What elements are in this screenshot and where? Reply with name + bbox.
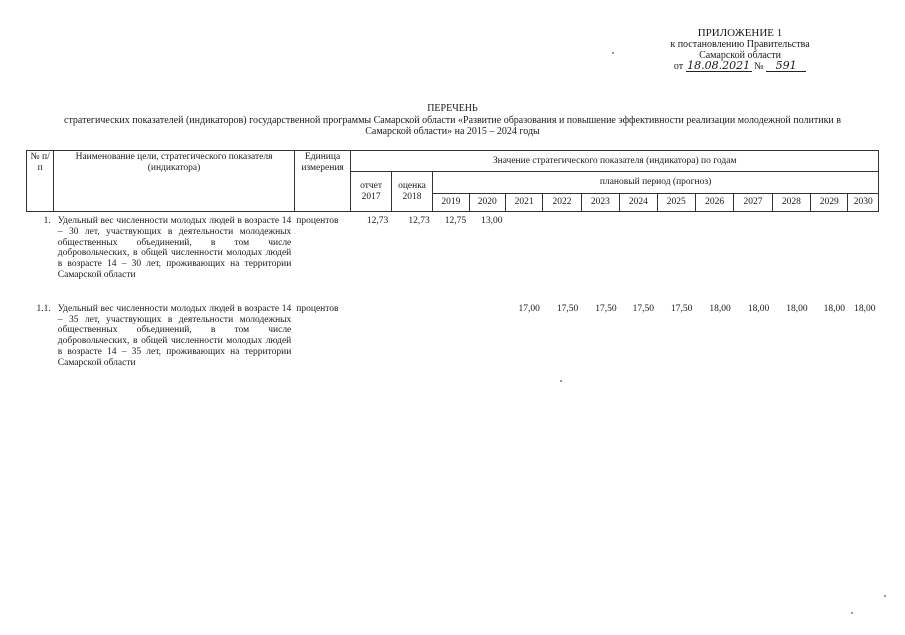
header-year: 2030 [848,194,879,212]
header-year: 2027 [734,194,772,212]
header-year: 2023 [581,194,619,212]
row-value: 17,00 [518,303,540,314]
row-value: 18,00 [747,303,770,314]
row-value [848,212,879,282]
header-num: № п/п [27,151,54,212]
indicators-table [26,150,879,370]
header-year: 2026 [695,194,733,212]
header-estimate-2018: оценка 2018 [391,172,432,212]
header-unit: Единица измерения [294,151,351,212]
row-value: 17,50 [671,303,693,314]
row-value: 17,50 [595,303,617,314]
row-value: 18,00 [823,303,845,314]
row-value [657,212,695,282]
header-plan-period: плановый период (прогноз) [433,172,879,194]
row-value: 12,73 [408,216,430,226]
document-heading [60,103,845,138]
header-year: 2025 [657,194,695,212]
appendix-date-line [640,61,840,72]
table-row [27,300,879,370]
row-value [391,300,432,370]
row-value [772,212,810,282]
row-value [433,300,469,370]
row-unit: процентов [296,303,339,314]
row-unit: процентов [296,216,339,226]
row-value [505,212,542,282]
row-value [620,212,657,282]
header-year: 2024 [620,194,657,212]
header-name: Наименование цели, стратегического показателя (индикатора) [54,151,295,212]
number-prefix: № [754,61,764,72]
header-report-2017: отчет 2017 [351,172,391,212]
row-value: 13,00 [481,216,503,226]
row-value: 18,00 [709,303,731,314]
scan-speck [884,595,886,597]
header-year: 2019 [433,194,469,212]
row-value: 17,50 [556,303,579,314]
row-num: 1. [43,216,51,226]
handwritten-date: 18.08.2021 [687,59,751,72]
row-value [695,212,733,282]
row-value: 18,00 [854,303,876,314]
header-year: 2029 [811,194,848,212]
row-name: Удельный вес численности молодых людей в возрасте 14 – 35 лет, участвующих в деятельности молодежных общественных объединений, в том числе добровольческих, в общей численности молодых людей в возрасте 14 – 35 лет, проживающих на территории Самарской области [57,303,292,368]
appendix-line-2: Самарской области [699,50,781,61]
row-value [543,212,581,282]
header-year: 2028 [772,194,810,212]
row-value: 17,50 [632,303,655,314]
document-subtitle: стратегических показателей (индикаторов) государственной программы Самарской области «Развитие образования и повышение эффективности реализации молодежной политики в Самарской области» на 2015 – 2024 годы [64,114,841,137]
scan-speck [560,380,562,382]
row-name: Удельный вес численности молодых людей в возрасте 14 – 30 лет, участвующих в деятельности молодежных общественных объединений, в том числе добровольческих, в общей численности молодых людей в возрасте 14 – 30 лет, проживающих на территории Самарской области [57,216,292,280]
header-year: 2021 [505,194,542,212]
row-value: 12,75 [444,216,467,226]
date-prefix: от [673,61,684,72]
row-value [581,212,619,282]
appendix-block [640,28,840,72]
appendix-line-1: к постановлению Правительства [670,39,810,50]
row-value: 18,00 [786,303,808,314]
appendix-title: ПРИЛОЖЕНИЕ 1 [697,27,783,39]
handwritten-number: 591 [766,61,806,72]
row-value [734,212,772,282]
row-value [351,300,391,370]
header-year: 2022 [543,194,581,212]
scan-speck [612,52,614,54]
scan-speck [851,612,853,614]
row-value [811,212,848,282]
document-title: ПЕРЕЧЕНЬ [427,103,478,114]
header-values: Значение стратегического показателя (индикатора) по годам [351,151,879,172]
row-num: 1.1. [36,303,51,314]
row-value: 12,73 [366,216,389,226]
row-value [469,300,505,370]
table-row [27,212,879,282]
header-year: 2020 [469,194,505,212]
